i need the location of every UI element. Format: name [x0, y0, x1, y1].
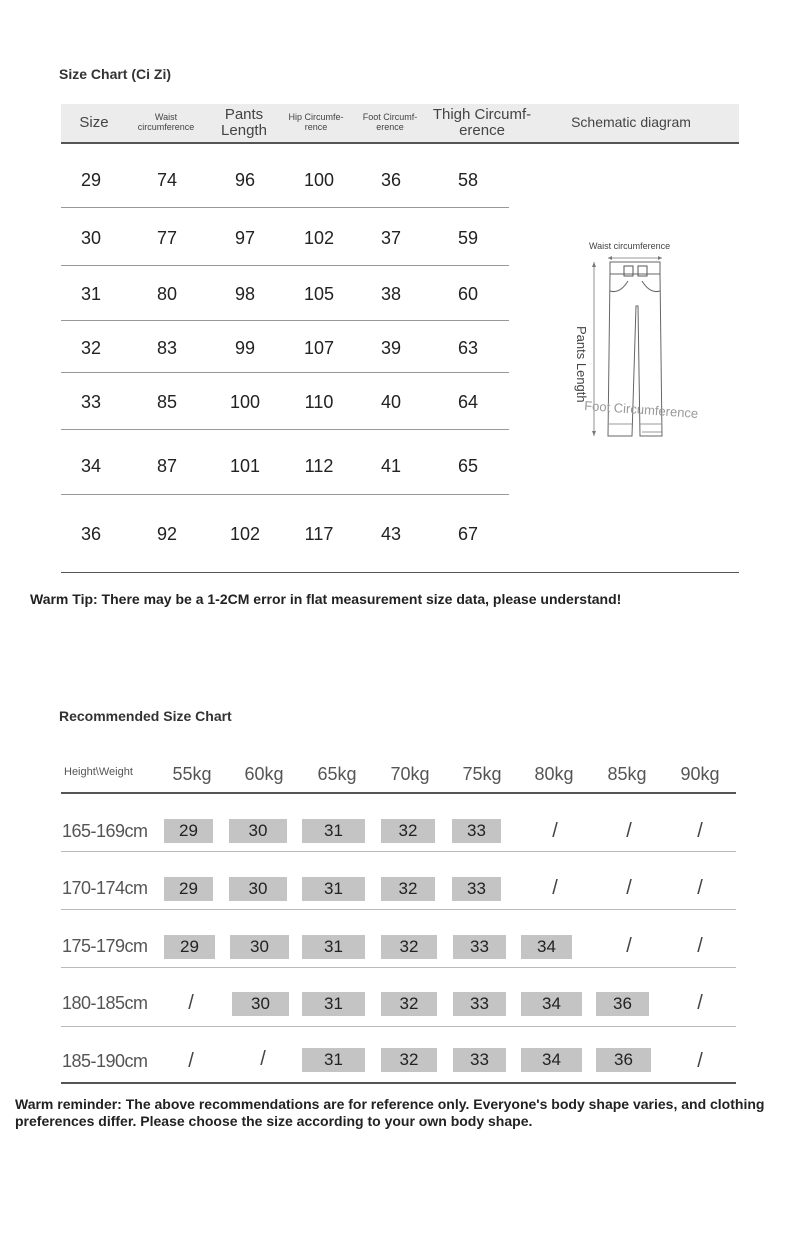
- length-cell: 96: [234, 169, 256, 190]
- size-box: 34: [521, 992, 582, 1016]
- row-divider: [61, 967, 736, 968]
- table-row: [61, 374, 509, 430]
- row-divider: [61, 429, 509, 430]
- foot-cell: 37: [380, 227, 402, 248]
- recommended-bottom-rule: [61, 1082, 736, 1084]
- row-divider: [61, 372, 509, 373]
- hip-cell: 112: [304, 455, 334, 476]
- thigh-cell: 58: [457, 169, 479, 190]
- foot-cell: 39: [380, 337, 402, 358]
- size-box: 33: [453, 992, 506, 1016]
- no-size-slash: /: [188, 991, 194, 1014]
- size-box: 32: [381, 877, 435, 901]
- size-cell: 34: [80, 455, 102, 476]
- size-box: 33: [453, 1048, 506, 1072]
- waist-cell: 77: [156, 227, 178, 248]
- schematic-waist-label: Waist circumference: [589, 241, 671, 251]
- length-cell: 99: [234, 337, 256, 358]
- size-cell: 33: [80, 391, 102, 412]
- header-pants-length: Pants Length: [221, 105, 267, 139]
- size-box: 33: [453, 935, 506, 959]
- size-cell: 36: [80, 523, 102, 544]
- size-box: 30: [232, 992, 289, 1016]
- hip-cell: 110: [304, 391, 334, 412]
- size-box: 29: [164, 819, 213, 843]
- no-size-slash: /: [552, 819, 558, 842]
- table-row: [61, 152, 509, 208]
- size-box: 31: [302, 819, 365, 843]
- size-box: 32: [381, 819, 435, 843]
- row-divider: [61, 851, 736, 852]
- no-size-slash: /: [552, 876, 558, 899]
- size-table-bottom-rule: [61, 572, 739, 573]
- weight-header: 90kg: [680, 763, 720, 784]
- size-box: 31: [302, 935, 365, 959]
- waist-cell: 92: [156, 523, 178, 544]
- thigh-cell: 65: [457, 455, 479, 476]
- size-box: 33: [452, 819, 501, 843]
- no-size-slash: /: [697, 876, 703, 899]
- table-row: [61, 322, 509, 374]
- table-row: [61, 500, 509, 568]
- no-size-slash: /: [626, 934, 632, 957]
- header-thigh: Thigh Circumf- erence: [432, 105, 532, 139]
- weight-header: 75kg: [462, 763, 502, 784]
- row-divider: [61, 1026, 736, 1027]
- size-box: 36: [596, 992, 649, 1016]
- size-cell: 30: [80, 227, 102, 248]
- waist-cell: 74: [156, 169, 178, 190]
- height-label: 185-190cm: [62, 1050, 148, 1071]
- size-box: 36: [596, 1048, 651, 1072]
- table-row: [61, 434, 509, 498]
- header-waist: Waist circumference: [137, 112, 195, 132]
- thigh-cell: 64: [457, 391, 479, 412]
- thigh-cell: 63: [457, 337, 479, 358]
- no-size-slash: /: [626, 876, 632, 899]
- no-size-slash: /: [697, 1049, 703, 1072]
- header-hip: Hip Circumfe- rence: [288, 112, 344, 132]
- foot-cell: 40: [380, 391, 402, 412]
- warm-reminder: Warm reminder: The above recommendations are for reference only. Everyone's body shape varies, and clothing preferences differ. Please choose the size according to your own body shape.: [15, 1096, 765, 1129]
- thigh-cell: 59: [457, 227, 479, 248]
- recommended-header-rule: [61, 792, 736, 794]
- foot-cell: 41: [380, 455, 402, 476]
- weight-header: 55kg: [172, 763, 212, 784]
- weight-header: 80kg: [534, 763, 574, 784]
- size-chart-title: Size Chart (Ci Zi): [59, 66, 172, 82]
- row-divider: [61, 265, 509, 266]
- size-box: 30: [229, 877, 287, 901]
- pants-schematic-diagram: [550, 236, 740, 446]
- size-box: 31: [302, 1048, 365, 1072]
- height-weight-header: Height\Weight: [64, 766, 133, 778]
- size-box: 31: [302, 992, 365, 1016]
- size-chart-header: [61, 104, 739, 144]
- weight-header: 65kg: [317, 763, 357, 784]
- hip-cell: 117: [304, 523, 334, 544]
- waist-cell: 87: [156, 455, 178, 476]
- size-cell: 31: [80, 283, 102, 304]
- length-cell: 102: [229, 523, 261, 544]
- size-box: 32: [381, 992, 437, 1016]
- no-size-slash: /: [697, 934, 703, 957]
- thigh-cell: 67: [457, 523, 479, 544]
- height-label: 170-174cm: [62, 877, 148, 898]
- size-box: 34: [521, 935, 572, 959]
- row-divider: [61, 320, 509, 321]
- header-size: Size: [79, 113, 109, 131]
- size-box: 31: [302, 877, 365, 901]
- length-cell: 97: [234, 227, 256, 248]
- hip-cell: 100: [303, 169, 335, 190]
- size-cell: 32: [80, 337, 102, 358]
- weight-header: 60kg: [244, 763, 284, 784]
- size-box: 30: [230, 935, 289, 959]
- row-divider: [61, 494, 509, 495]
- height-label: 180-185cm: [62, 992, 148, 1013]
- no-size-slash: /: [697, 991, 703, 1014]
- foot-cell: 38: [380, 283, 402, 304]
- warm-tip: Warm Tip: There may be a 1-2CM error in flat measurement size data, please understand!: [30, 591, 622, 607]
- size-box: 32: [381, 935, 437, 959]
- hip-cell: 107: [303, 337, 335, 358]
- no-size-slash: /: [626, 819, 632, 842]
- row-divider: [61, 909, 736, 910]
- header-foot: Foot Circumf- erence: [362, 112, 418, 132]
- length-cell: 98: [234, 283, 256, 304]
- header-schematic: Schematic diagram: [571, 114, 691, 131]
- no-size-slash: /: [260, 1047, 266, 1070]
- no-size-slash: /: [188, 1049, 194, 1072]
- weight-header: 70kg: [390, 763, 430, 784]
- size-box: 29: [164, 877, 213, 901]
- no-size-slash: /: [697, 819, 703, 842]
- foot-cell: 36: [380, 169, 402, 190]
- size-box: 29: [164, 935, 215, 959]
- table-row: [61, 267, 509, 321]
- waist-cell: 80: [156, 283, 178, 304]
- schematic-length-label: Pants Length: [574, 326, 589, 403]
- thigh-cell: 60: [457, 283, 479, 304]
- weight-header: 85kg: [607, 763, 647, 784]
- table-row: [61, 210, 509, 266]
- size-box: 33: [452, 877, 501, 901]
- hip-cell: 102: [303, 227, 335, 248]
- height-label: 175-179cm: [62, 935, 148, 956]
- schematic-foot-label: Foot Circumference: [583, 398, 699, 421]
- height-label: 165-169cm: [62, 820, 148, 841]
- size-cell: 29: [80, 169, 102, 190]
- waist-cell: 85: [156, 391, 178, 412]
- foot-cell: 43: [380, 523, 402, 544]
- size-box: 30: [229, 819, 287, 843]
- waist-cell: 83: [156, 337, 178, 358]
- size-box: 32: [381, 1048, 437, 1072]
- row-divider: [61, 207, 509, 208]
- length-cell: 100: [229, 391, 261, 412]
- size-box: 34: [521, 1048, 582, 1072]
- length-cell: 101: [229, 455, 261, 476]
- recommended-title: Recommended Size Chart: [59, 708, 232, 724]
- hip-cell: 105: [303, 283, 335, 304]
